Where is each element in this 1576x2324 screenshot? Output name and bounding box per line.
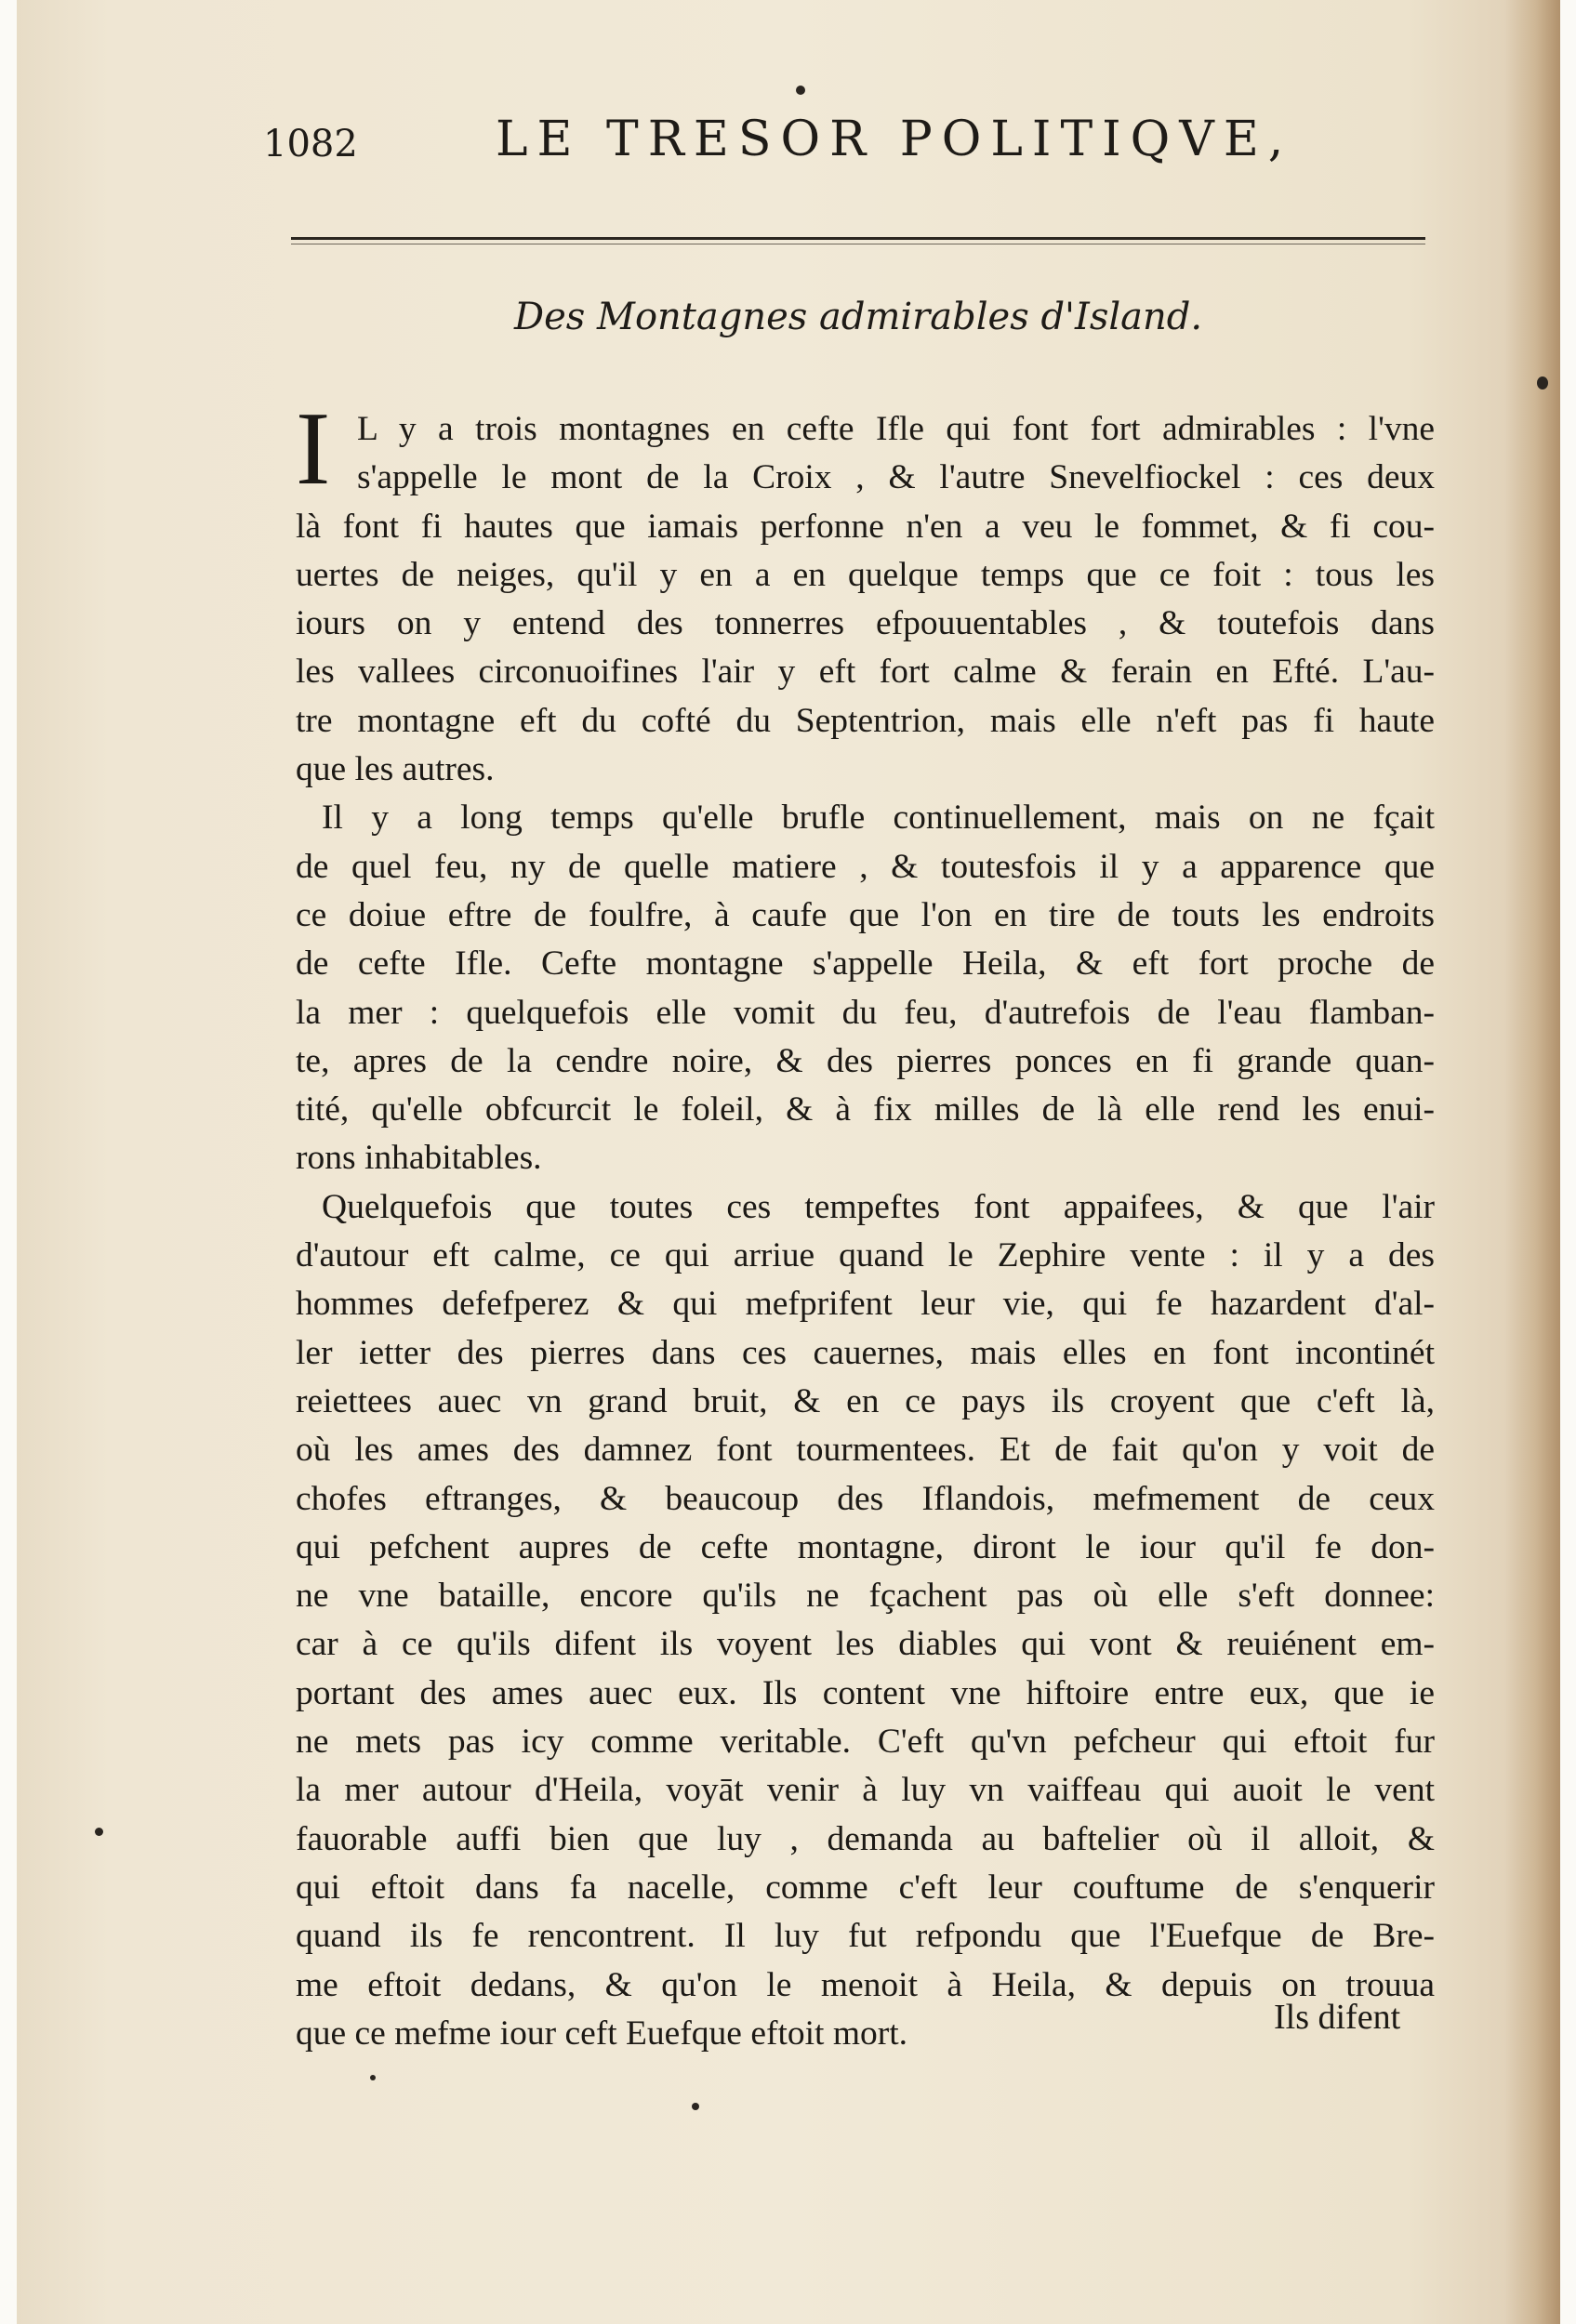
catchword: Ils difent: [1274, 1998, 1401, 2037]
header-rule: [291, 237, 1425, 240]
text-line: ce doiue eftre de foulfre, à caufe que l'on en tire de touts les endroits: [296, 895, 1435, 934]
text-line: là font fi hautes que iamais perfonne n'en a veu le fommet, & fi cou-: [296, 507, 1435, 546]
text-line: uertes de neiges, qu'il y en a en quelque temps que ce foit : tous les: [296, 555, 1435, 594]
ink-speck: [95, 1828, 103, 1836]
text-line: de quel feu, ny de quelle matiere , & toutesfois il y a apparence que: [296, 847, 1435, 886]
body-text: [296, 391, 1435, 2058]
text-line: que ce mefme iour ceft Euefque eftoit mort.: [296, 2014, 908, 2053]
ink-speck: [370, 2075, 376, 2080]
text-line: iours on y entend des tonnerres efpouuentables , & toutefois dans: [296, 604, 1435, 643]
text-line: L y a trois montagnes en cefte Ifle qui font fort admirables : l'vne: [357, 410, 1435, 448]
text-line: te, apres de la cendre noire, & des pierres ponces en fi grande quan-: [296, 1041, 1435, 1080]
text-line: de cefte Ifle. Cefte montagne s'appelle Heila, & eft fort proche de: [296, 944, 1435, 984]
page-edge-shadow: [1504, 0, 1560, 2324]
text-line: portant des ames auec eux. Ils content vne hiftoire entre eux, que ie: [296, 1673, 1435, 1712]
section-title: Des Montagnes admirables d'Island.: [514, 296, 1203, 338]
text-line: ne vne bataille, encore qu'ils ne fçachent pas où elle s'eft donnee:: [296, 1577, 1435, 1616]
text-line: que les autres.: [296, 750, 495, 789]
text-line: qui pefchent aupres de cefte montagne, diront le iour qu'il fe don-: [296, 1527, 1435, 1566]
ink-speck: [692, 2103, 699, 2110]
text-line: me eftoit dedans, & qu'on le menoit à Heila, & depuis on trouua: [296, 1965, 1435, 2004]
ink-speck: [796, 86, 805, 95]
text-line: fauorable auffi bien que luy , demanda au baftelier où il alloit, &: [296, 1819, 1435, 1858]
text-line: reiettees auec vn grand bruit, & en ce pays ils croyent que c'eft là,: [296, 1381, 1435, 1420]
text-line: où les ames des damnez font tourmentees. Et de fait qu'on y voit de: [296, 1431, 1435, 1470]
text-line: quand ils fe rencontrent. Il luy fut refpondu que l'Euefque de Bre-: [296, 1917, 1435, 1956]
drop-cap: I: [296, 391, 331, 507]
text-line: tité, qu'elle obfcurcit le foleil, & à fix milles de là elle rend les enui-: [296, 1090, 1435, 1129]
text-line: s'appelle le mont de la Croix , & l'autre Snevelfiockel : ces deux: [357, 458, 1435, 497]
page-number: 1082: [263, 123, 358, 165]
ink-speck: [1537, 376, 1548, 390]
text-line: ne mets pas icy comme veritable. C'eft qu'vn pefcheur qui eftoit fur: [296, 1723, 1435, 1762]
text-line: rons inhabitables.: [296, 1139, 542, 1178]
text-line: les vallees circonuoifines l'air y eft fort calme & ferain en Efté. L'au-: [296, 653, 1435, 692]
book-page: [17, 0, 1560, 2324]
text-line: Il y a long temps qu'elle brufle continuellement, mais on ne fçait: [322, 799, 1435, 838]
text-line: qui eftoit dans fa nacelle, comme c'eft leur couftume de s'enquerir: [296, 1868, 1435, 1907]
text-line: la mer : quelquefois elle vomit du feu, d'autrefois de l'eau flamban-: [296, 993, 1435, 1032]
text-line: chofes eftranges, & beaucoup des Iflandois, mefmement de ceux: [296, 1479, 1435, 1518]
text-line: hommes defefperez & qui mefprifent leur vie, qui fe hazardent d'al-: [296, 1285, 1435, 1324]
text-line: Quelquefois que toutes ces tempeftes font appaifees, & que l'air: [322, 1187, 1435, 1226]
running-title: LE TRESOR POLITIQVE,: [496, 112, 1293, 167]
page-header: [263, 104, 1435, 178]
text-line: d'autour eft calme, ce qui arriue quand le Zephire vente : il y a des: [296, 1236, 1435, 1275]
text-line: tre montagne eft du cofté du Septentrion, mais elle n'eft pas fi haute: [296, 701, 1435, 740]
text-line: la mer autour d'Heila, voyāt venir à luy vn vaiffeau qui auoit le vent: [296, 1771, 1435, 1810]
text-line: car à ce qu'ils difent ils voyent les diables qui vont & reuiénent em-: [296, 1625, 1435, 1664]
text-line: ler ietter des pierres dans ces cauernes, mais elles en font incontinét: [296, 1333, 1435, 1372]
